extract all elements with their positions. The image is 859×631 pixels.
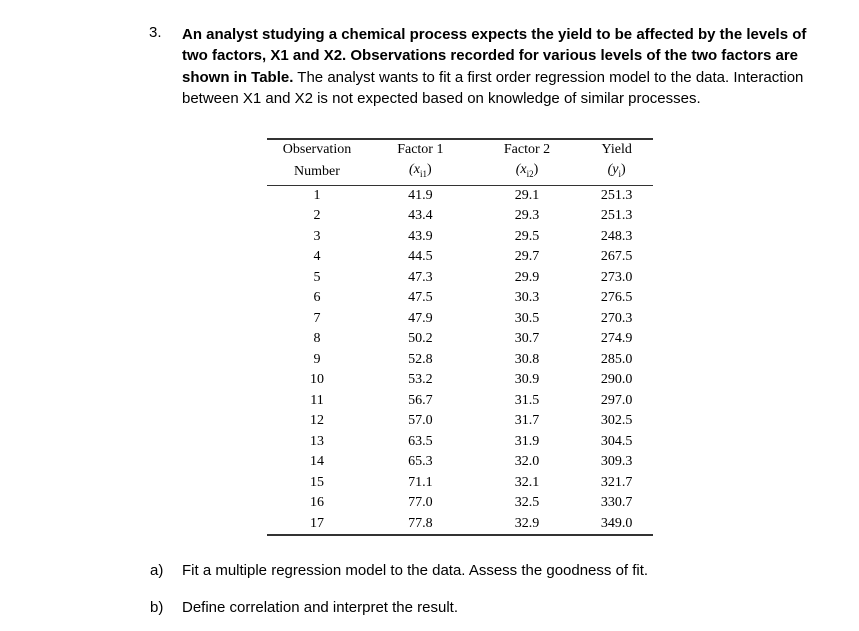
cell-factor2: 30.9 bbox=[514, 372, 540, 388]
cell-observation: 10 bbox=[310, 372, 324, 388]
cell-factor2: 32.0 bbox=[514, 454, 540, 470]
cell-yield: 330.7 bbox=[600, 495, 633, 511]
cell-factor1: 63.5 bbox=[408, 433, 433, 449]
cell-factor2: 31.7 bbox=[514, 413, 540, 429]
cell-factor1: 77.8 bbox=[408, 515, 433, 531]
cell-factor1: 56.7 bbox=[408, 392, 433, 408]
cell-observation: 7 bbox=[313, 310, 321, 326]
header-y-symbol: $(y_i)$ bbox=[580, 160, 653, 185]
cell-observation: 11 bbox=[310, 392, 324, 408]
table-row bbox=[267, 370, 653, 391]
header-x2-symbol: $(x_{i2})$ bbox=[474, 160, 581, 185]
cell-factor2: 29.5 bbox=[514, 228, 540, 244]
header-yield: Yield bbox=[601, 142, 632, 157]
cell-observation: 2 bbox=[313, 208, 321, 224]
table-row bbox=[267, 268, 653, 289]
cell-yield: 273.0 bbox=[600, 269, 633, 285]
cell-observation: 12 bbox=[310, 413, 324, 429]
cell-yield: 309.3 bbox=[600, 454, 633, 470]
cell-observation: 3 bbox=[313, 228, 321, 244]
cell-factor2: 29.1 bbox=[514, 187, 540, 203]
cell-yield: 302.5 bbox=[600, 413, 633, 429]
cell-observation: 16 bbox=[310, 495, 324, 511]
table-row bbox=[267, 350, 653, 371]
table-row bbox=[267, 411, 653, 432]
cell-factor1: 47.5 bbox=[408, 290, 433, 306]
cell-factor2: 32.1 bbox=[514, 474, 540, 490]
header-observation: Observation bbox=[282, 142, 352, 157]
cell-yield: 349.0 bbox=[600, 515, 633, 531]
cell-factor2: 32.9 bbox=[514, 515, 540, 531]
cell-yield: 251.3 bbox=[600, 187, 633, 203]
cell-yield: 251.3 bbox=[600, 208, 633, 224]
cell-factor1: 44.5 bbox=[408, 249, 433, 265]
cell-yield: 267.5 bbox=[600, 249, 633, 265]
cell-factor1: 77.0 bbox=[408, 495, 433, 511]
table-row bbox=[267, 227, 653, 248]
cell-yield: 270.3 bbox=[600, 310, 633, 326]
header-factor2: Factor 2 bbox=[503, 142, 551, 157]
cell-factor1: 50.2 bbox=[408, 331, 433, 347]
cell-yield: 321.7 bbox=[600, 474, 633, 490]
cell-factor2: 30.5 bbox=[514, 310, 540, 326]
cell-factor1: 43.9 bbox=[408, 228, 433, 244]
cell-factor2: 30.3 bbox=[514, 290, 540, 306]
cell-factor1: 65.3 bbox=[408, 454, 433, 470]
part-a: a) Fit a multiple regression model to the data. Assess the goodness of fit. bbox=[150, 562, 649, 579]
table-row bbox=[267, 329, 653, 350]
cell-factor1: 53.2 bbox=[408, 372, 433, 388]
cell-observation: 15 bbox=[310, 474, 324, 490]
cell-yield: 276.5 bbox=[600, 290, 633, 306]
cell-factor2: 30.7 bbox=[514, 331, 540, 347]
cell-observation: 6 bbox=[313, 290, 321, 306]
header-x1-symbol: $(x_{i1})$ bbox=[367, 160, 474, 185]
cell-observation: 1 bbox=[313, 187, 321, 203]
cell-factor2: 29.3 bbox=[514, 208, 540, 224]
table-row bbox=[267, 185, 653, 206]
cell-yield: 290.0 bbox=[600, 372, 633, 388]
part-b: b) Define correlation and interpret the result. bbox=[150, 599, 458, 616]
cell-yield: 248.3 bbox=[600, 228, 633, 244]
cell-observation: 13 bbox=[310, 433, 324, 449]
cell-factor1: 52.8 bbox=[408, 351, 433, 367]
cell-factor2: 32.5 bbox=[514, 495, 540, 511]
cell-factor2: 29.7 bbox=[514, 249, 540, 265]
cell-observation: 17 bbox=[310, 515, 324, 531]
cell-observation: 14 bbox=[310, 454, 324, 470]
header-number: Number bbox=[267, 160, 367, 185]
table-row bbox=[267, 493, 653, 514]
cell-factor2: 31.9 bbox=[514, 433, 540, 449]
question-text bbox=[182, 24, 822, 109]
cell-observation: 5 bbox=[313, 269, 321, 285]
table-row bbox=[267, 206, 653, 227]
cell-factor1: 41.9 bbox=[408, 187, 433, 203]
cell-observation: 4 bbox=[313, 249, 321, 265]
cell-factor2: 29.9 bbox=[514, 269, 540, 285]
table-row bbox=[267, 432, 653, 453]
table-row bbox=[267, 247, 653, 268]
data-table bbox=[267, 138, 653, 536]
cell-factor1: 47.3 bbox=[408, 269, 433, 285]
header-factor1: Factor 1 bbox=[397, 142, 444, 157]
cell-observation: 8 bbox=[313, 331, 321, 347]
cell-yield: 297.0 bbox=[600, 392, 633, 408]
cell-observation: 9 bbox=[313, 351, 321, 367]
cell-factor1: 47.9 bbox=[408, 310, 433, 326]
question-bold-text: An analyst studying a chemical process expects the yield to be affected by the levels of two factors, X1 and X2. Observations recorded for various levels of the two factors are shown in Table. bbox=[182, 26, 807, 86]
table-row bbox=[267, 452, 653, 473]
cell-yield: 285.0 bbox=[600, 351, 633, 367]
question-normal-text: The analyst wants to fit a first order regression model to the data. Interaction between X1 and X2 is not expected based on knowledge of similar processes. bbox=[182, 68, 804, 107]
table-row bbox=[267, 514, 653, 536]
cell-yield: 304.5 bbox=[600, 433, 633, 449]
cell-factor2: 30.8 bbox=[514, 351, 540, 367]
cell-factor1: 57.0 bbox=[408, 413, 433, 429]
cell-factor1: 71.1 bbox=[408, 474, 433, 490]
cell-yield: 274.9 bbox=[600, 331, 633, 347]
cell-factor2: 31.5 bbox=[514, 392, 540, 408]
table-row bbox=[267, 288, 653, 309]
cell-factor1: 43.4 bbox=[408, 208, 433, 224]
table-row bbox=[267, 309, 653, 330]
table-row bbox=[267, 473, 653, 494]
table-row bbox=[267, 391, 653, 412]
question-number: 3. bbox=[149, 24, 162, 41]
